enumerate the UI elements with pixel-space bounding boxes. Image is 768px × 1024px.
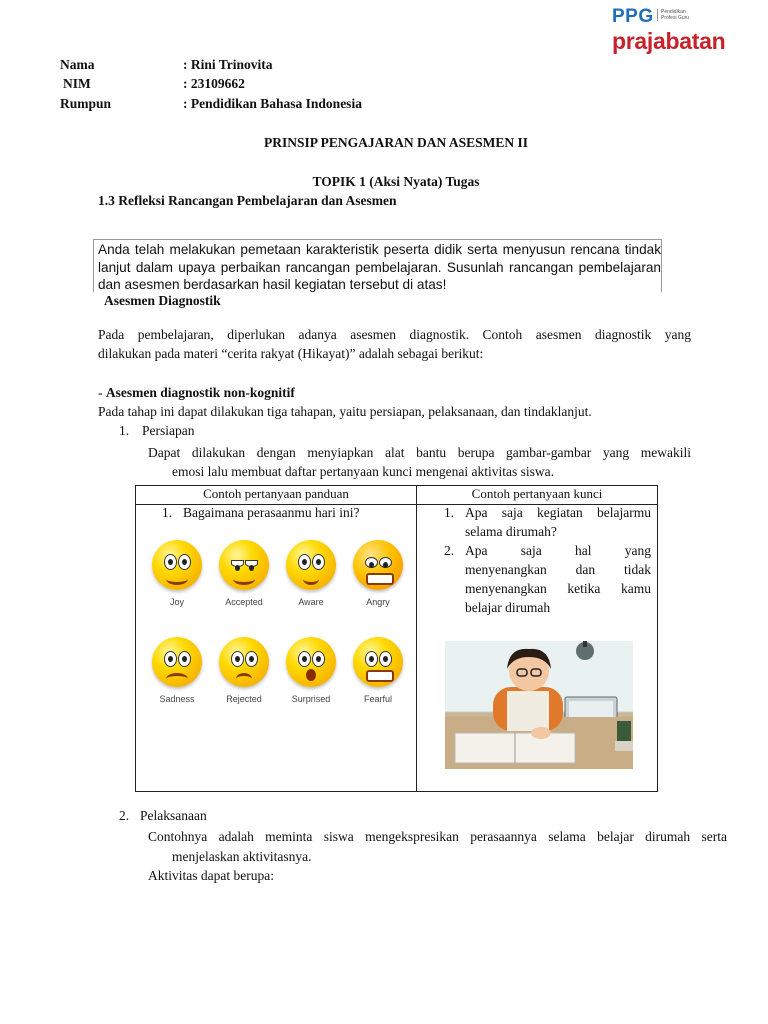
step-1-line-1: Dapat dilakukan dengan menyiapkan alat bantu berupa gambar-gambar yang mewakili [148,445,691,460]
nonkognitif-heading [98,385,295,401]
logo-subtitle: Pendidikan Profesi Guru [657,9,701,21]
emotion-fearful [351,637,405,704]
emotion-rejected [217,637,271,704]
emotion-angry [351,540,405,607]
child-studying-photo [445,641,633,769]
emotion-label: Angry [366,597,390,607]
stages-intro: Pada tahap ini dapat dilakukan tiga tahapan, yaitu persiapan, pelaksanaan, dan tindaklanjut. [98,404,592,419]
aware-face-icon [286,540,336,590]
key-question-2-number: 2. [444,543,455,558]
step-2-number: 2. [119,808,130,823]
guide-question-number: 1. [162,505,173,520]
key-question-2-line-4: belajar dirumah [465,600,551,615]
emotion-aware [284,540,338,607]
step-2-line-1: Contohnya adalah meminta siswa mengekspresikan perasaannya selama belajar dirumah serta [148,829,727,844]
instruction-box: Anda telah melakukan pemetaan karakteristik peserta didik serta menyusun rencana tindak lanjut dalam upaya perbaikan rancangan pembelajaran. Susunlah rancangan pembelajaran dan asesmen berdasarkan hasil kegiatan tersebut di atas! [93,239,662,292]
name-value: : Rini Trinovita [183,57,273,72]
emotion-label: Joy [169,597,184,607]
child-studying-illustration [445,641,633,769]
nim-value: : 23109662 [183,76,245,91]
emotion-label: Sadness [159,694,195,704]
emotion-label: Fearful [363,694,392,704]
table-header-key: Contoh pertanyaan kunci [417,486,658,505]
nim-label: NIM [63,76,91,91]
logo-brand: prajabatan [612,28,726,54]
asesmen-diagnostik-heading: Asesmen Diagnostik [104,293,221,308]
emotion-surprised [284,637,338,704]
angry-face-icon [353,540,403,590]
emotion-label: Rejected [226,694,262,704]
logo-ppg-text: PPG [612,6,654,27]
rumpun-value: : Pendidikan Bahasa Indonesia [183,96,362,111]
step-2-title: Pelaksanaan [140,808,207,823]
step-1-number: 1. [119,423,130,438]
table-header-guide: Contoh pertanyaan panduan [136,486,417,505]
section-heading: 1.3 Refleksi Rancangan Pembelajaran dan Asesmen [98,193,397,208]
nonkognitif-dash: - [98,385,106,400]
key-question-2-line-2: menyenangkan dan tidak [465,562,651,577]
nonkognitif-heading-text: Asesmen diagnostik non-kognitif [105,385,295,400]
surprised-face-icon [286,637,336,687]
document-title: PRINSIP PENGAJARAN DAN ASESMEN II [263,135,529,150]
guide-question-text: Bagaimana perasaanmu hari ini? [183,505,360,520]
topic-title: TOPIK 1 (Aksi Nyata) Tugas [312,174,480,189]
emotion-joy [150,540,204,607]
joy-face-icon [152,540,202,590]
emotion-sadness [150,637,204,704]
name-label: Nama [60,57,95,72]
emotion-label: Surprised [291,694,331,704]
accepted-face-icon [219,540,269,590]
emotion-label: Accepted [225,597,263,607]
key-question-1-line-1: Apa saja kegiatan belajarmu [465,505,651,520]
step-1-line-2: emosi lalu membuat daftar pertanyaan kunci mengenai aktivitas siswa. [172,464,555,479]
emotion-label: Aware [298,597,324,607]
key-question-1-line-2: selama dirumah? [465,524,557,539]
emotion-accepted [217,540,271,607]
sadness-face-icon [152,637,202,687]
key-question-2-line-1: Apa saja hal yang [465,543,651,558]
rejected-face-icon [219,637,269,687]
paragraph-line-1: Pada pembelajaran, diperlukan adanya asesmen diagnostik. Contoh asesmen diagnostik yang [98,327,691,342]
fearful-face-icon [353,637,403,687]
key-question-1-number: 1. [444,505,455,520]
step-2-line-3: Aktivitas dapat berupa: [148,868,274,883]
paragraph-line-2: dilakukan pada materi “cerita rakyat (Hikayat)” adalah sebagai berikut: [98,346,484,361]
step-2-line-2: menjelaskan aktivitasnya. [172,849,312,864]
rumpun-label: Rumpun [60,96,112,111]
ppg-prajabatan-logo [612,6,752,56]
emotion-chart [150,540,408,712]
key-question-2-line-3: menyenangkan ketika kamu [465,581,651,596]
step-1-title: Persiapan [142,423,195,438]
